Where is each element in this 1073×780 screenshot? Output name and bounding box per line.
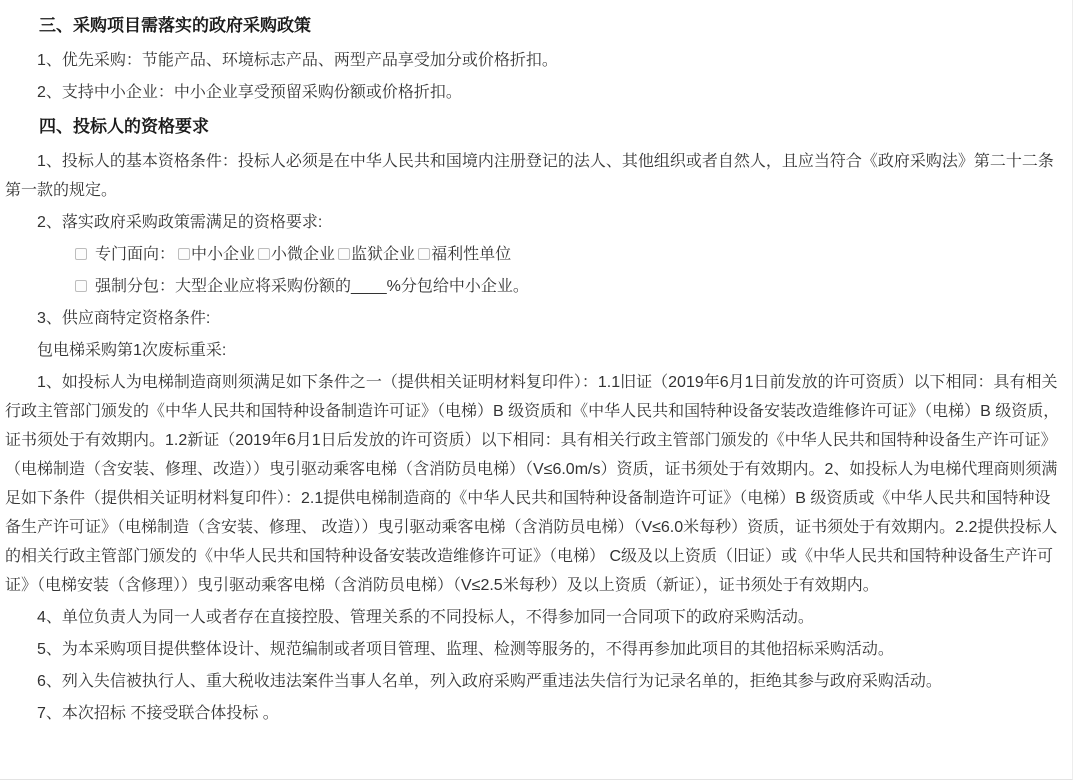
- dedicated-procurement-checkbox[interactable]: [75, 248, 87, 260]
- qualification-item-5: 5、为本采购项目提供整体设计、规范编制或者项目管理、监理、检测等服务的，不得再参加此项目的其他招标采购活动。: [37, 641, 894, 658]
- package-line: 包电梯采购第1次废标重采:: [37, 342, 227, 359]
- policy-item-2: 2、支持中小企业：中小企业享受预留采购份额或价格折扣。: [37, 84, 462, 101]
- option-checkbox-prison[interactable]: [338, 248, 350, 260]
- supplier-qualification-detail: 1、如投标人为电梯制造商则须满足如下条件之一（提供相关证明材料复印件）：1.1旧证（2019年6月1日前发放的许可资质）以下相同：具有相关行政主管部门颁发的《中华人民共和国特种设备制造许可证》（电梯）B 级资质和《中华人民共和国特种设备安装改造维修许可证》（电梯）B 级资质，证书须处于有效期内。1.2新证（2019年6月1日后发放的许可资质）以下相同：具有相关行政主管部门颁发的《中华人民共和国特种设备生产许可证》（电梯制造（含安装、修理、改造））曳引驱动乘客电梯（含消防员电梯）（V≤6.0m/s）资质，证书须处于有效期内。2、如投标人为电梯代理商则须满足如下条件（提供相关证明材料复印件）：2.1提供电梯制造商的《中华人民共和国特种设备制造许可证》（电梯）B 级资质或《中华人民共和国特种设备生产许可证》（电梯制造（含安装、修理、 改造））曳引驱动乘客电梯（含消防员电梯）（V≤6.0米每秒）资质，证书须处于有效期内。2.2提供投标人的相关行政主管部门颁发的《中华人民共和国特种设备安装改造维修许可证》（电梯） C级及以上资质（旧证）或《中华人民共和国特种设备生产许可证》（电梯安装（含修理））曳引驱动乘客电梯（含消防员电梯）（V≤2.5米每秒）及以上资质（新证），证书须处于有效期内。: [5, 374, 1060, 594]
- qualification-item-7: 7、本次招标 不接受联合体投标 。: [37, 705, 279, 722]
- mandatory-subcontract-row: [5, 272, 1066, 301]
- option-label-prison: 监狱企业: [351, 246, 416, 263]
- qualification-item-4: 4、单位负责人为同一人或者存在直接控股、管理关系的不同投标人，不得参加同一合同项下的政府采购活动。: [37, 609, 814, 626]
- option-checkbox-welfare[interactable]: [418, 248, 430, 260]
- option-checkbox-smes[interactable]: [178, 248, 190, 260]
- option-label-micro: 小微企业: [271, 246, 336, 263]
- dedicated-procurement-row: [5, 240, 1066, 269]
- section-3-heading: 三、采购项目需落实的政府采购政策: [39, 16, 311, 35]
- policy-item-1: 1、优先采购：节能产品、环境标志产品、两型产品享受加分或价格折扣。: [37, 52, 558, 69]
- qualification-item-1: 1、投标人的基本资格条件：投标人必须是在中华人民共和国境内注册登记的法人、其他组织或者自然人，且应当符合《政府采购法》第二十二条第一款的规定。: [5, 153, 1054, 199]
- qualification-item-6: 6、列入失信被执行人、重大税收违法案件当事人名单，列入政府采购严重违法失信行为记录名单的，拒绝其参与政府采购活动。: [37, 673, 942, 690]
- qualification-item-3: 3、供应商特定资格条件:: [37, 310, 211, 327]
- dedicated-procurement-label: 专门面向：: [95, 246, 176, 263]
- option-checkbox-micro[interactable]: [258, 248, 270, 260]
- option-label-smes: 中小企业: [191, 246, 256, 263]
- mandatory-subcontract-label: 强制分包：: [95, 278, 176, 295]
- option-label-welfare: 福利性单位: [431, 246, 512, 263]
- mandatory-subcontract-checkbox[interactable]: [75, 280, 87, 292]
- mandatory-subcontract-text: 大型企业应将采购份额的____%分包给中小企业。: [175, 278, 529, 295]
- section-4-heading: 四、投标人的资格要求: [39, 117, 209, 136]
- qualification-item-2: 2、落实政府采购政策需满足的资格要求:: [37, 214, 323, 231]
